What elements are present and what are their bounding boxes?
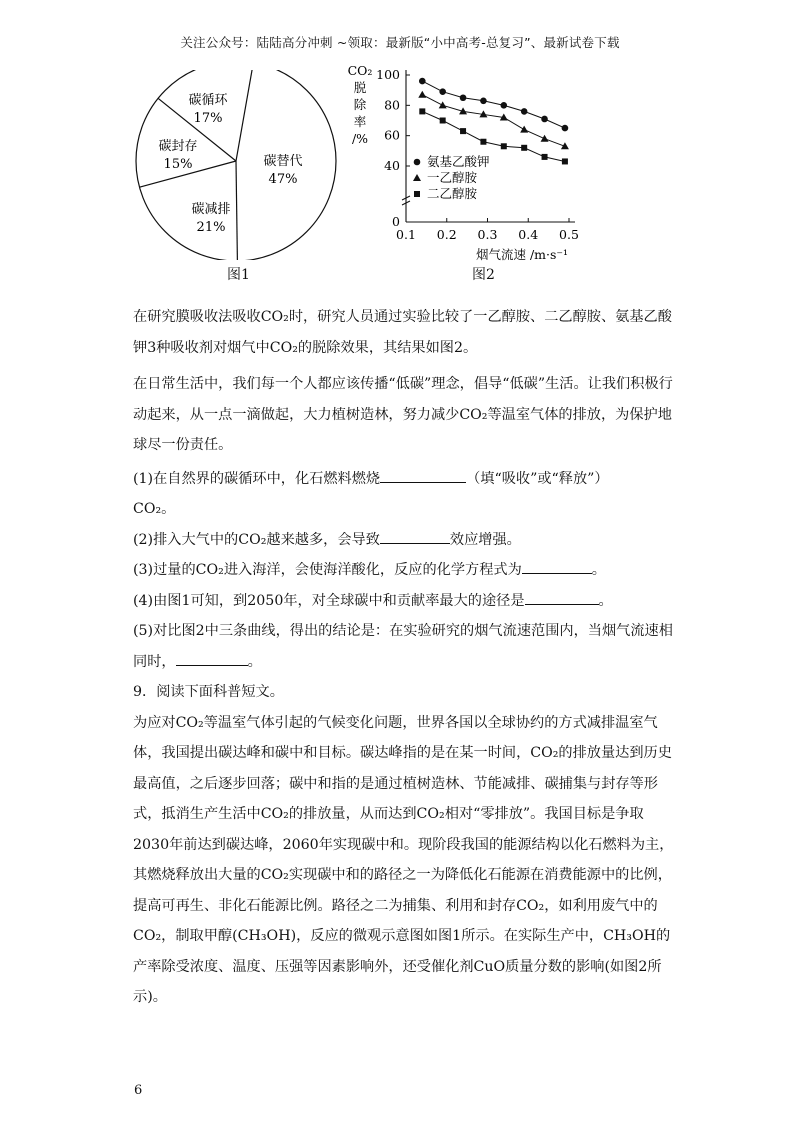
legend-marker-triangle [413, 174, 421, 181]
data-point-square [501, 143, 507, 149]
answer-blank-3[interactable] [522, 559, 592, 574]
question-4-end: 。 [598, 592, 613, 609]
question-2-end: 效应增强。 [449, 531, 521, 548]
data-point-square [419, 108, 425, 114]
answer-blank-1[interactable] [380, 468, 466, 483]
ylabel-line-1: 脱 [353, 80, 367, 95]
question-3-end: 。 [591, 562, 606, 578]
data-point-circle [480, 97, 487, 104]
question-9-heading: 9．阅读下面科普短文。 [133, 684, 284, 700]
question-5 [133, 616, 678, 677]
y-tick-label: 0 [392, 214, 400, 229]
data-point-square [460, 128, 466, 134]
paragraph-low-carbon: 在日常生活中，我们每一个人都应该传播“低碳”理念，倡导“低碳”生活。让我们积极行动起来，从一点一滴做起，大力植树造林，努力减少CO₂等温室气体的排放，为保护地球尽一份责任。 [133, 376, 673, 453]
paragraph-membrane-absorption: 在研究膜吸收法吸收CO₂时，研究人员通过实验比较了一乙醇胺、二乙醇胺、氨基乙酸钾3种吸收剂对烟气中CO₂的脱除效果，其结果如图2。 [133, 309, 672, 356]
question-3-text: (3)过量的CO₂进入海洋，会使海洋酸化，反应的化学方程式为 [133, 562, 522, 578]
slice-label-reduction: 碳减排 [191, 202, 231, 217]
data-point-circle [419, 78, 426, 85]
ylabel-line-4: /% [351, 131, 369, 146]
question-5-text: (5)对比图2中三条曲线，得出的结论是：在实验研究的烟气流速范围内，当烟气流速相同时， [133, 623, 673, 670]
data-point-square [542, 154, 548, 160]
page-number: 6 [134, 1083, 143, 1098]
figure1-pie-chart [132, 70, 342, 264]
legend-label-triangle: 一乙醇胺 [427, 170, 478, 185]
chart-svg [342, 58, 592, 268]
data-point-square [562, 158, 568, 164]
question-3 [133, 555, 678, 586]
paragraph-carbon-neutral: 为应对CO₂等温室气体引起的气候变化问题，世界各国以全球协约的方式减排温室气体，我国提出碳达峰和碳中和目标。碳达峰指的是在某一时间，CO₂的排放量达到历史最高值，之后逐步回落；碳中和指的是通过植树造林、节能减排、碳捕集与封存等形式，抵消生产生活中CO₂的排放量，从而达到CO₂相对“零排放”。我国目标是争取2030年前达到碳达峰，2060年实现碳中和。现阶段我国的能源结构以化石燃料为主，其燃烧释放出大量的CO₂实现碳中和的路径之一为降低化石能源在消费能源中的比例，提高可再生、非化石能源比例。路径之二为捕集、利用和封存CO₂，如利用废气中的CO₂，制取甲醇(CH₃OH)，反应的微观示意图如图1所示。在实际生产中，CH₃OH的产率除受浓度、温度、压强等因素影响外，还受催化剂CuO质量分数的影响(如图2所示)。 [133, 714, 674, 1005]
pie-slice-boundary [236, 70, 253, 161]
slice-label-substitution: 碳替代 [263, 154, 303, 169]
figure2-label: 图2 [472, 267, 495, 283]
figure1-label: 图1 [227, 267, 250, 283]
slice-pct-substitution: 47% [268, 172, 298, 187]
answer-blank-4[interactable] [525, 590, 599, 605]
x-tick-label: 0.5 [559, 227, 579, 242]
x-tick-label: 0.1 [396, 227, 416, 242]
x-tick-label: 0.4 [518, 227, 539, 242]
pie-svg [132, 70, 342, 260]
y-tick-label: 80 [384, 97, 400, 113]
slice-label-storage: 碳封存 [158, 139, 198, 154]
question-4-text: (4)由图1可知，到2050年，对全球碳中和贡献率最大的途径是 [133, 592, 525, 609]
slice-pct-cycle: 17% [193, 111, 223, 126]
x-tick-label: 0.3 [477, 227, 498, 242]
answer-blank-2[interactable] [380, 529, 450, 544]
y-tick-label: 100 [376, 67, 400, 82]
data-point-circle [521, 108, 528, 115]
question-4 [133, 586, 678, 617]
data-point-triangle [520, 126, 528, 133]
question-1-hint: （填“吸收”或“释放”） [466, 470, 609, 487]
data-point-circle [562, 125, 569, 132]
page-header: 关注公众号：陆陆高分冲刺 ~领取：最新版“小中高考-总复习”、最新试卷下载 [180, 35, 620, 50]
slice-pct-reduction: 21% [196, 220, 226, 235]
question-1-text: (1)在自然界的碳循环中，化石燃料燃烧 [133, 470, 381, 487]
x-axis-label: 烟气流速 /m·s⁻¹ [475, 247, 569, 262]
ylabel-line-2: 除 [353, 97, 367, 112]
data-point-square [440, 118, 446, 124]
data-point-circle [439, 88, 446, 95]
data-point-triangle [541, 135, 549, 142]
data-point-triangle [561, 142, 569, 149]
data-point-circle [541, 116, 548, 123]
question-5-end: 。 [247, 653, 262, 670]
legend-marker-circle [414, 159, 421, 166]
data-point-circle [501, 102, 508, 109]
question-2 [133, 525, 678, 556]
legend-marker-square [414, 191, 420, 197]
ylabel-line-0: CO₂ [347, 63, 373, 78]
ylabel-line-3: 率 [353, 114, 367, 129]
question-1-end: CO₂。 [133, 501, 176, 517]
document-body [133, 302, 678, 1013]
data-point-square [521, 145, 527, 151]
answer-blank-5[interactable] [176, 651, 248, 666]
y-tick-label: 60 [384, 127, 400, 143]
data-point-triangle [418, 91, 426, 98]
legend-label-square: 二乙醇胺 [427, 186, 478, 201]
data-point-triangle [439, 101, 447, 108]
pie-slice-boundary [236, 161, 237, 260]
x-tick-label: 0.2 [436, 227, 457, 242]
data-point-square [480, 139, 486, 145]
figure2-line-chart [342, 58, 592, 272]
slice-label-cycle: 碳循环 [188, 93, 228, 108]
data-point-circle [460, 94, 467, 101]
legend-label-circle: 氨基乙酸钾 [427, 154, 490, 169]
slice-pct-storage: 15% [163, 157, 193, 172]
question-2-text: (2)排入大气中的CO₂越来越多，会导致 [133, 531, 380, 548]
question-1 [133, 464, 678, 525]
y-tick-label: 40 [384, 158, 400, 173]
